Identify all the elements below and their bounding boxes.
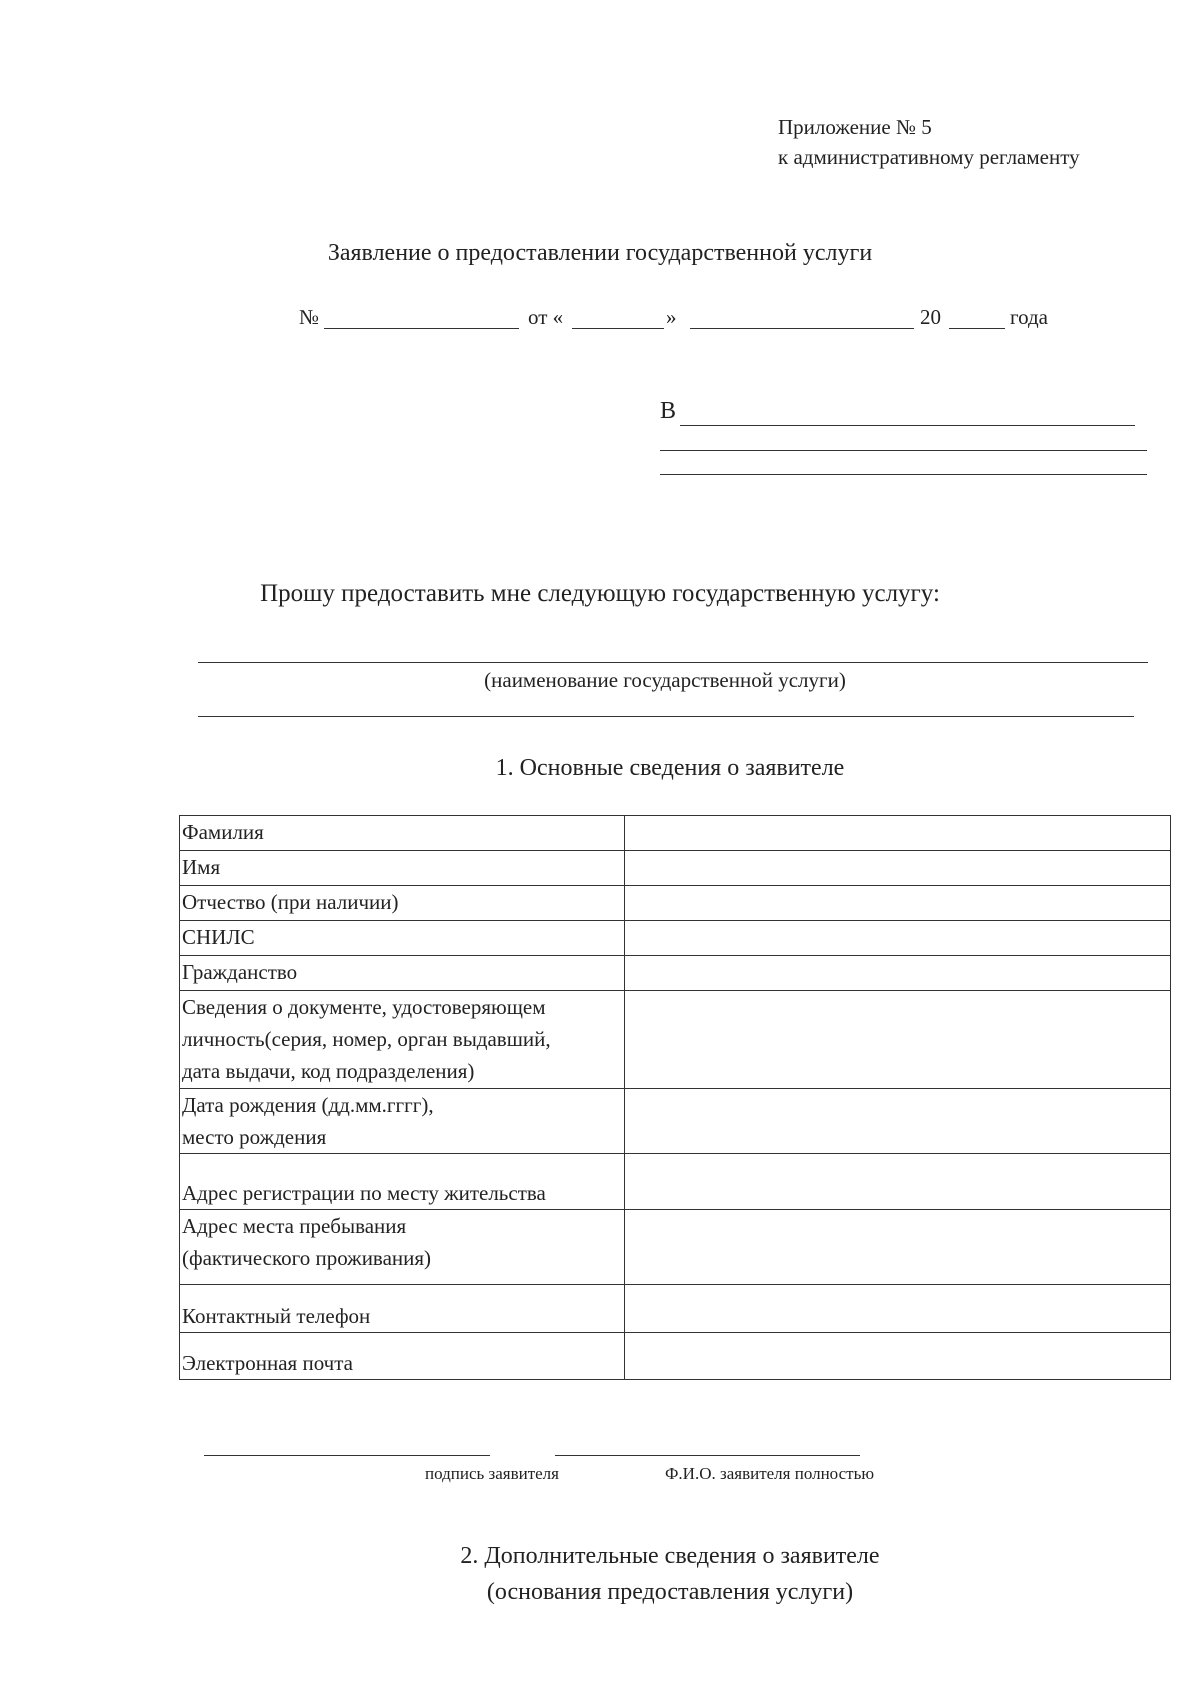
date-from-label: от « [528,305,564,329]
row-label: Адрес регистрации по месту жительства [180,1154,625,1210]
row-value[interactable] [625,1285,1171,1333]
table-row [180,1333,1171,1380]
row-label: Гражданство [180,956,625,991]
document-title: Заявление о предоставлении государственной услуги [327,240,873,266]
row-label: Имя [180,851,625,886]
table-row [180,1285,1171,1333]
full-name-line[interactable] [555,1455,860,1456]
table-row [180,921,1171,956]
table-row [180,1210,1171,1285]
row-value[interactable] [625,1089,1171,1154]
row-value[interactable] [625,816,1171,851]
row-label: СНИЛС [180,921,625,956]
table-row [180,851,1171,886]
table-row [180,956,1171,991]
table-row [180,1154,1171,1210]
close-quote: » [666,305,677,329]
table-row [180,991,1171,1089]
number-field-line[interactable] [324,328,519,329]
row-label: Дата рождения (дд.мм.гггг), место рождения [180,1089,625,1154]
section1-title: 1. Основные сведения о заявителе [495,755,845,781]
row-value[interactable] [625,1210,1171,1285]
recipient-line-2[interactable] [660,450,1147,451]
year-suffix: года [1010,305,1048,329]
recipient-line-3[interactable] [660,474,1147,475]
row-label: Отчество (при наличии) [180,886,625,921]
recipient-prefix: В [660,398,677,424]
year-field-line[interactable] [949,328,1005,329]
day-field-line[interactable] [572,328,664,329]
row-value[interactable] [625,991,1171,1089]
table-row [180,816,1171,851]
table-row [180,886,1171,921]
row-label: Сведения о документе, удостоверяющем личность(серия, номер, орган выдавший, дата выдачи, код подразделения) [180,991,625,1089]
recipient-line-1[interactable] [680,425,1135,426]
applicant-info-table [179,815,1171,1380]
service-name-caption: (наименование государственной услуги) [484,668,846,692]
row-label: Фамилия [180,816,625,851]
table-row [180,1089,1171,1154]
annex-header [778,112,1080,172]
signature-line[interactable] [204,1455,490,1456]
row-value[interactable] [625,1333,1171,1380]
signature-caption: подпись заявителя [425,1464,559,1483]
year-prefix: 20 [920,305,941,329]
month-field-line[interactable] [690,328,914,329]
section2-title: 2. Дополнительные сведения о заявителе (основания предоставления услуги) [460,1543,880,1605]
row-value[interactable] [625,1154,1171,1210]
annex-number: Приложение № 5 [778,115,932,139]
row-value[interactable] [625,886,1171,921]
row-label: Электронная почта [180,1333,625,1380]
number-sign: № [299,305,320,329]
annex-regulation: к административному регламенту [778,145,1080,169]
row-label: Контактный телефон [180,1285,625,1333]
service-name-line[interactable] [198,662,1148,663]
row-value[interactable] [625,851,1171,886]
request-text: Прошу предоставить мне следующую государственную услугу: [260,580,940,607]
full-name-caption: Ф.И.О. заявителя полностью [665,1464,875,1483]
row-label: Адрес места пребывания (фактического проживания) [180,1210,625,1285]
row-value[interactable] [625,921,1171,956]
row-value[interactable] [625,956,1171,991]
service-name-line-2[interactable] [198,716,1134,717]
